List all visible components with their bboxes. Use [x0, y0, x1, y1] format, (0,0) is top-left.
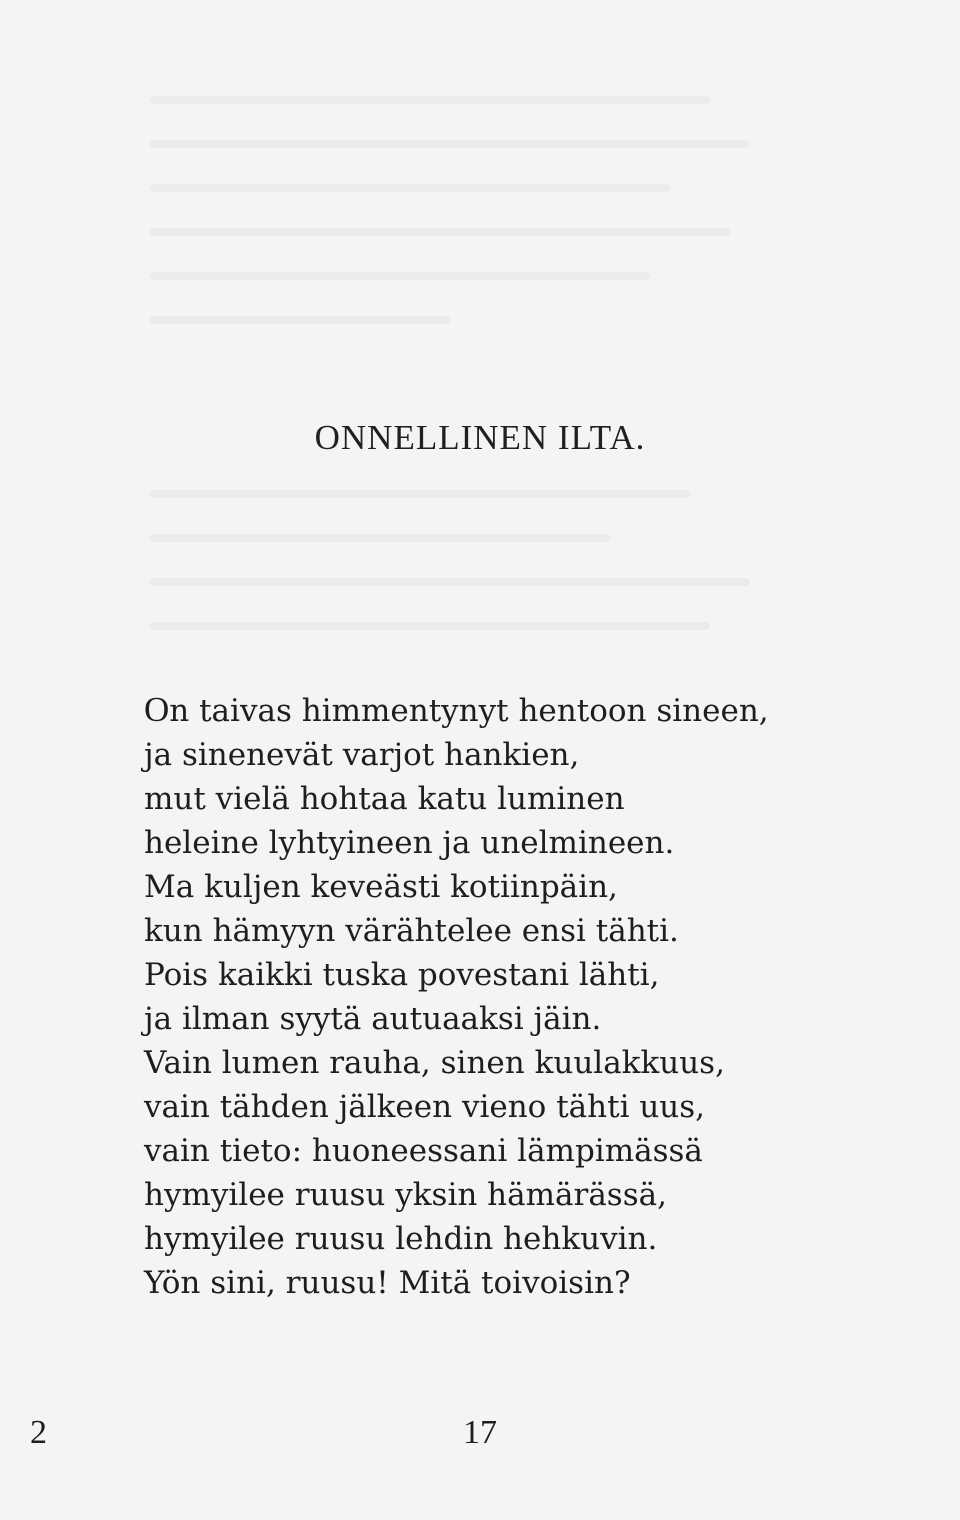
poem-line: Pois kaikki tuska povestani lähti,	[144, 957, 660, 993]
show-through-line	[150, 316, 450, 324]
poem-body	[144, 688, 864, 1305]
poem-line: heleine lyhtyineen ja unelmineen.	[144, 825, 675, 861]
poem-line-rest: n taivas himmentynyt hentoon sineen,	[169, 693, 769, 729]
show-through-line	[150, 534, 610, 542]
poem-line: Yön sini, ruusu! Mitä toivoisin?	[144, 1265, 631, 1301]
signature-mark: 2	[30, 1414, 47, 1451]
poem-line: hymyilee ruusu lehdin hehkuvin.	[144, 1221, 658, 1257]
poem-line	[144, 688, 864, 733]
show-through-line	[150, 184, 670, 192]
show-through-line	[150, 228, 730, 236]
show-through-line	[150, 96, 710, 104]
show-through-line	[150, 578, 750, 586]
poem-line: hymyilee ruusu yksin hämärässä,	[144, 1177, 667, 1213]
show-through-line	[150, 140, 750, 148]
show-through-line	[150, 622, 710, 630]
poem-line: Vain lumen rauha, sinen kuulakkuus,	[144, 1045, 725, 1081]
page-number: 17	[463, 1414, 497, 1451]
poem-line: mut vielä hohtaa katu luminen	[144, 781, 625, 817]
poem-line: kun hämyyn värähtelee ensi tähti.	[144, 913, 679, 949]
poem-line: vain tähden jälkeen vieno tähti uus,	[144, 1089, 706, 1125]
poem-line: Ma kuljen keveästi kotiinpäin,	[144, 869, 618, 905]
poem-line: ja sinenevät varjot hankien,	[144, 737, 580, 773]
poem-line: vain tieto: huoneessani lämpimässä	[144, 1133, 703, 1169]
show-through-line	[150, 272, 650, 280]
drop-initial: O	[144, 690, 170, 729]
show-through-line	[150, 490, 690, 498]
poem-line: ja ilman syytä autuaaksi jäin.	[144, 1001, 602, 1037]
poem-title: ONNELLINEN ILTA.	[314, 418, 646, 457]
